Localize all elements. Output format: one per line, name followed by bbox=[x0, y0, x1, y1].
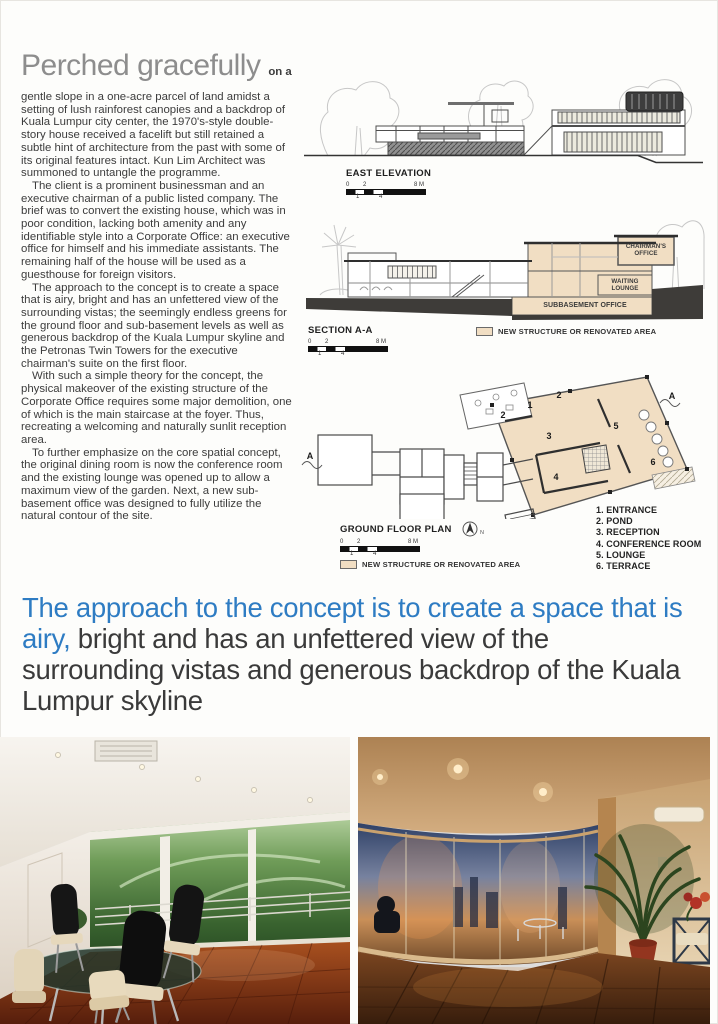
plan-key-item: 5. LOUNGE bbox=[596, 549, 646, 560]
plan-key-item: 3. RECEPTION bbox=[596, 527, 660, 538]
east-elevation-title: EAST ELEVATION bbox=[346, 168, 432, 179]
photo-lounge-interior bbox=[358, 737, 710, 1024]
plan-marker-terrace: 6 bbox=[650, 457, 656, 467]
pull-quote-rest: bright and has an unfettered view of the surrounding vistas and generous backdrop of the Kuala Lumpur skyline bbox=[22, 623, 681, 716]
figure-section bbox=[300, 203, 710, 355]
section-caption bbox=[308, 325, 703, 356]
plan-title: GROUND FLOOR PLAN bbox=[340, 523, 452, 535]
pull-quote bbox=[22, 592, 694, 716]
scale-bar bbox=[308, 339, 386, 356]
scale-tick: 4 bbox=[379, 194, 383, 200]
article-paragraph: The client is a prominent businessman and an executive chairman of a public listed company. The brief was to convert the existing house, which was in poor condition, lacking both amenity and any identifiable style into a Corporate Office: an executive office for himself and his immediate assistants. The remaining half of the house will be used as a guesthouse for foreign visitors. bbox=[21, 179, 290, 281]
scale-tick: 2 bbox=[357, 539, 361, 545]
legend bbox=[476, 327, 656, 336]
article-paragraph: With such a simple theory for the concept, the physical makeover of the existing structure of the Corporate Office requires some major demolition, one of which is the main staircase at the foyer. Thus, recreating a welcoming and naturally sunlit reception area. bbox=[21, 370, 292, 446]
plan-marker-entrance: 1 bbox=[527, 400, 533, 410]
plan-marker-conference: 4 bbox=[553, 472, 559, 482]
existing-structure bbox=[344, 253, 532, 297]
north-arrow-icon bbox=[460, 520, 486, 538]
room-label-chairman bbox=[618, 243, 674, 258]
plan-key-item: 4. CONFERENCE ROOM bbox=[596, 538, 702, 549]
legend-label: NEW STRUCTURE OR RENOVATED AREA bbox=[498, 327, 657, 336]
east-elevation-caption bbox=[346, 168, 431, 199]
article-heading bbox=[21, 50, 295, 88]
scale-tick: 2 bbox=[363, 182, 367, 188]
article-paragraph: gentle slope in a one-acre parcel of land amidst a setting of lush rainforest canopies and a backdrop of Kuala Lumpur city center, the 1970's-style double-story house received a facelift but still retained a subtle hint of architecture from the past with some of its original features intact. Kun Lim Architect was summoned to untangle the programme. bbox=[21, 91, 286, 180]
plan-key bbox=[596, 505, 701, 572]
scale-tick: 0 bbox=[340, 539, 344, 545]
scale-tick: 8 M bbox=[375, 339, 386, 345]
plan-marker-pond: 2 bbox=[556, 390, 562, 400]
room-label-line: CHAIRMAN'S bbox=[625, 243, 667, 250]
existing-plan bbox=[318, 435, 536, 519]
plan-marker-lounge: 5 bbox=[613, 421, 619, 431]
room-label-waiting bbox=[598, 278, 652, 293]
ground-line bbox=[304, 156, 703, 163]
scale-tick: 1 bbox=[350, 551, 354, 557]
scale-tick: 8 M bbox=[407, 539, 418, 545]
room-label-line: OFFICE bbox=[634, 250, 658, 258]
section-title: SECTION A-A bbox=[308, 325, 373, 336]
scale-tick: 0 bbox=[308, 339, 312, 345]
plan-marker-pond: 2 bbox=[500, 410, 506, 420]
plan-marker-reception: 3 bbox=[546, 431, 552, 441]
floor-reflection bbox=[413, 967, 603, 1007]
photo-conference-room-art bbox=[0, 737, 350, 1024]
legend-swatch bbox=[476, 327, 493, 336]
photo-lounge-art bbox=[358, 737, 710, 1024]
section-drawing bbox=[300, 203, 708, 323]
elevation-building bbox=[376, 92, 685, 155]
plan-key-item: 1. ENTRANCE bbox=[596, 505, 658, 515]
plan-caption bbox=[340, 520, 486, 538]
figure-floor-plan bbox=[300, 357, 712, 589]
pull-quote-highlight: The approach to the concept is to create a space that is airy, bbox=[22, 592, 683, 654]
scale-bar bbox=[340, 539, 418, 556]
legend-swatch bbox=[340, 560, 357, 569]
plan-key-item: 6. TERRACE bbox=[596, 561, 651, 572]
ground-mass-left bbox=[306, 298, 512, 316]
scale-tick: 4 bbox=[341, 351, 345, 357]
legend bbox=[340, 560, 520, 569]
room-label-line: WAITING bbox=[611, 278, 639, 285]
article-column bbox=[21, 50, 295, 523]
legend-label: NEW STRUCTURE OR RENOVATED AREA bbox=[362, 560, 521, 569]
photo-row bbox=[0, 737, 718, 1024]
scale-tick: 2 bbox=[325, 339, 329, 345]
heading-lead-rest: on a bbox=[268, 66, 292, 78]
scale-tick: 0 bbox=[346, 182, 350, 188]
photo-conference-room bbox=[0, 737, 350, 1024]
section-marker-a: A bbox=[668, 391, 676, 401]
north-label: N bbox=[479, 530, 484, 536]
section-caption-left bbox=[308, 325, 386, 356]
window-mullion bbox=[248, 829, 256, 946]
floor-plan-drawing bbox=[300, 357, 710, 519]
scale-tick: 8 M bbox=[413, 182, 424, 188]
scale-tick: 1 bbox=[356, 194, 360, 200]
scale-bar bbox=[346, 182, 424, 199]
article-paragraph: The approach to the concept is to create a space that is airy, bright and has an unfettered view of the surrounding vistas; the seemingly endless greens for the ground floor and sub-basement levels as well as generous backdrop of the Kuala Lumpur skyline and the Petronas Twin Towers for the executive chairman's suite on the first floor. bbox=[21, 281, 287, 370]
article-paragraph: To further emphasize on the core spatial concept, the original dining room is now the conference room and the existing lounge was opened up to allow a maximum view of the garden. Next, a new sub-basement office was designed to fully utilize the natural contour of the site. bbox=[21, 446, 283, 523]
stair-core bbox=[582, 445, 610, 473]
section-marker-a: A bbox=[306, 451, 314, 461]
room-label-line: LOUNGE bbox=[611, 285, 639, 293]
plan-key-item: 2. POND bbox=[596, 516, 633, 527]
heading-lead-in: Perched gracefully bbox=[21, 49, 261, 82]
scale-tick: 4 bbox=[373, 551, 377, 557]
figure-east-elevation bbox=[300, 60, 710, 202]
east-elevation-drawing bbox=[300, 60, 705, 168]
ac-unit bbox=[654, 807, 704, 822]
scale-tick: 1 bbox=[318, 351, 322, 357]
room-label-subbasement: SUBBASEMENT OFFICE bbox=[543, 302, 627, 309]
